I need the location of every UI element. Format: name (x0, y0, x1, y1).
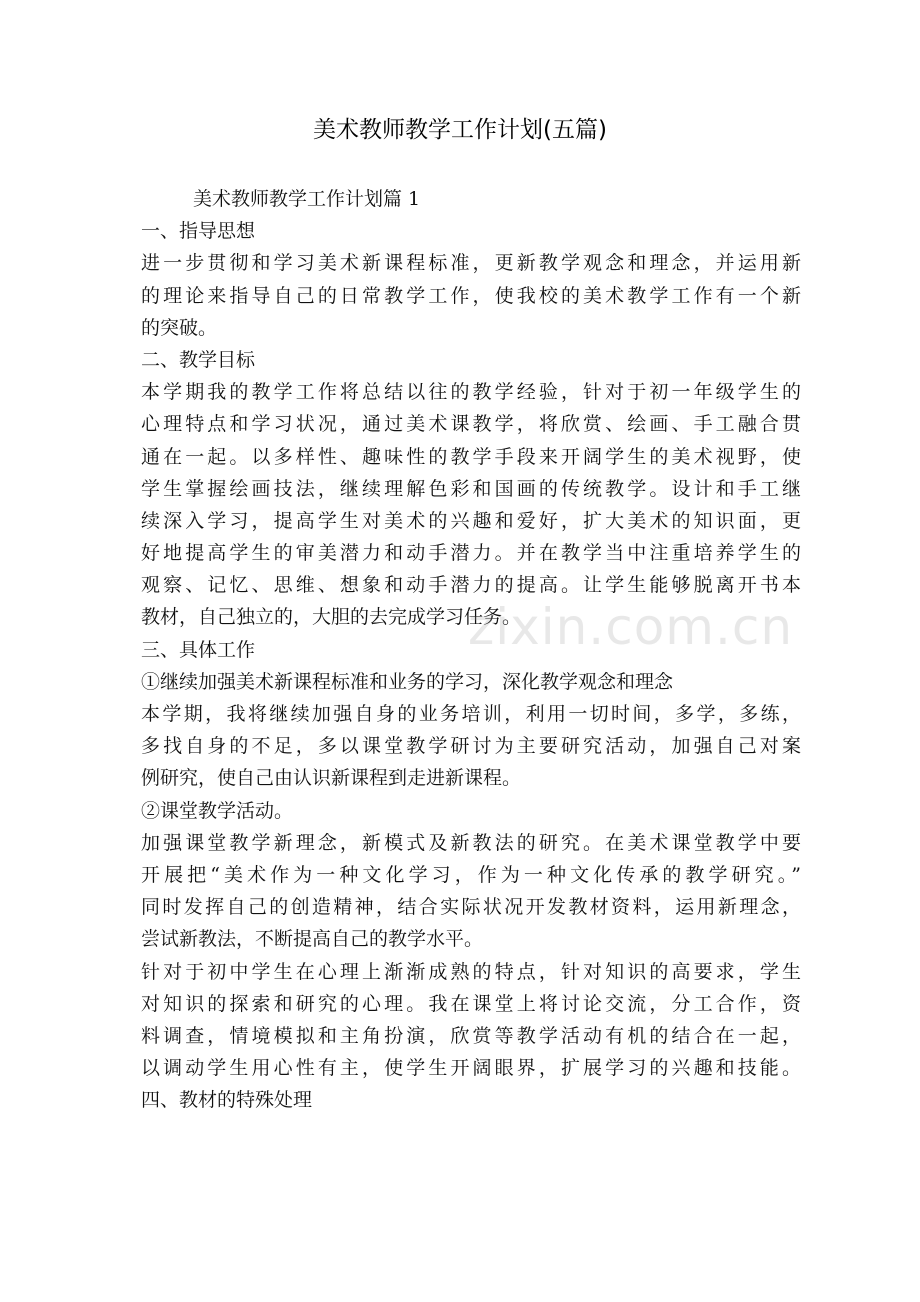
paragraph-line: 本学期我的教学工作将总结以往的教学经验，针对于初一年级学生的 (141, 381, 801, 404)
heading-specific-work: 三、具体工作 (141, 638, 256, 661)
paragraph-line: 好地提高学生的审美潜力和动手潜力。并在教学当中注重培养学生的 (141, 542, 801, 565)
paragraph-line: 本学期，我将继续加强自身的业务培训，利用一切时间，多学，多练， (141, 703, 801, 725)
document-body (141, 183, 801, 1116)
paragraph-line: 续深入学习，提高学生对美术的兴趣和爱好，扩大美术的知识面，更 (141, 509, 801, 532)
paragraph-line: 的突破。 (141, 316, 218, 339)
document-title: 美术教师教学工作计划(五篇) (313, 117, 607, 143)
paragraph-line: 教材，自己独立的，大胆的去完成学习任务。 (141, 606, 522, 629)
paragraph-line: 对知识的探索和研究的心理。我在课堂上将讨论交流，分工合作，资 (141, 992, 801, 1015)
paragraph-line: 以调动学生用心性有主，使学生开阔眼界，扩展学习的兴趣和技能。 (141, 1057, 801, 1080)
watermark: zixin.com.cn (468, 598, 794, 656)
paragraph-line: 的理论来指导自己的日常教学工作，使我校的美术教学工作有一个新 (141, 284, 801, 307)
paragraph-line: 心理特点和学习状况，通过美术课教学，将欣赏、绘画、手工融合贯 (141, 413, 801, 436)
paragraph-line: 通在一起。以多样性、趣味性的教学手段来开阔学生的美术视野，使 (141, 445, 801, 468)
paragraph-line: 加强课堂教学新理念，新模式及新教法的研究。在美术课堂教学中要 (141, 831, 801, 854)
heading-textbook-handling: 四、教材的特殊处理 (141, 1089, 313, 1112)
paragraph-line: 针对于初中学生在心理上渐渐成熟的特点，针对知识的高要求，学生 (141, 960, 801, 983)
paragraph-line: 尝试新教法，不断提高自己的教学水平。 (141, 928, 484, 951)
list-item-heading: ①继续加强美术新课程标准和业务的学习，深化教学观念和理念 (141, 670, 674, 693)
paragraph-line: 例研究，使自己由认识新课程到走进新课程。 (141, 767, 522, 790)
section-subtitle: 美术教师教学工作计划篇 1 (193, 188, 421, 210)
paragraph-line: 开展把“美术作为一种文化学习，作为一种文化传承的教学研究。” (141, 863, 801, 886)
paragraph-line: 多找自身的不足，多以课堂教学研讨为主要研究活动，加强自己对案 (141, 735, 801, 758)
paragraph-line: 同时发挥自己的创造精神，结合实际状况开发教材资料，运用新理念， (141, 896, 801, 919)
heading-guiding-thought: 一、指导思想 (141, 220, 256, 243)
paragraph-line: 料调查，情境模拟和主角扮演，欣赏等教学活动有机的结合在一起， (141, 1024, 801, 1047)
paragraph-line: 观察、记忆、思维、想象和动手潜力的提高。让学生能够脱离开书本 (141, 574, 801, 597)
paragraph-line: 进一步贯彻和学习美术新课程标准，更新教学观念和理念，并运用新 (141, 252, 801, 275)
heading-teaching-goals: 二、教学目标 (141, 348, 256, 371)
paragraph-line: 学生掌握绘画技法，继续理解色彩和国画的传统教学。设计和手工继 (141, 477, 801, 500)
list-item-heading: ②课堂教学活动。 (141, 799, 294, 822)
